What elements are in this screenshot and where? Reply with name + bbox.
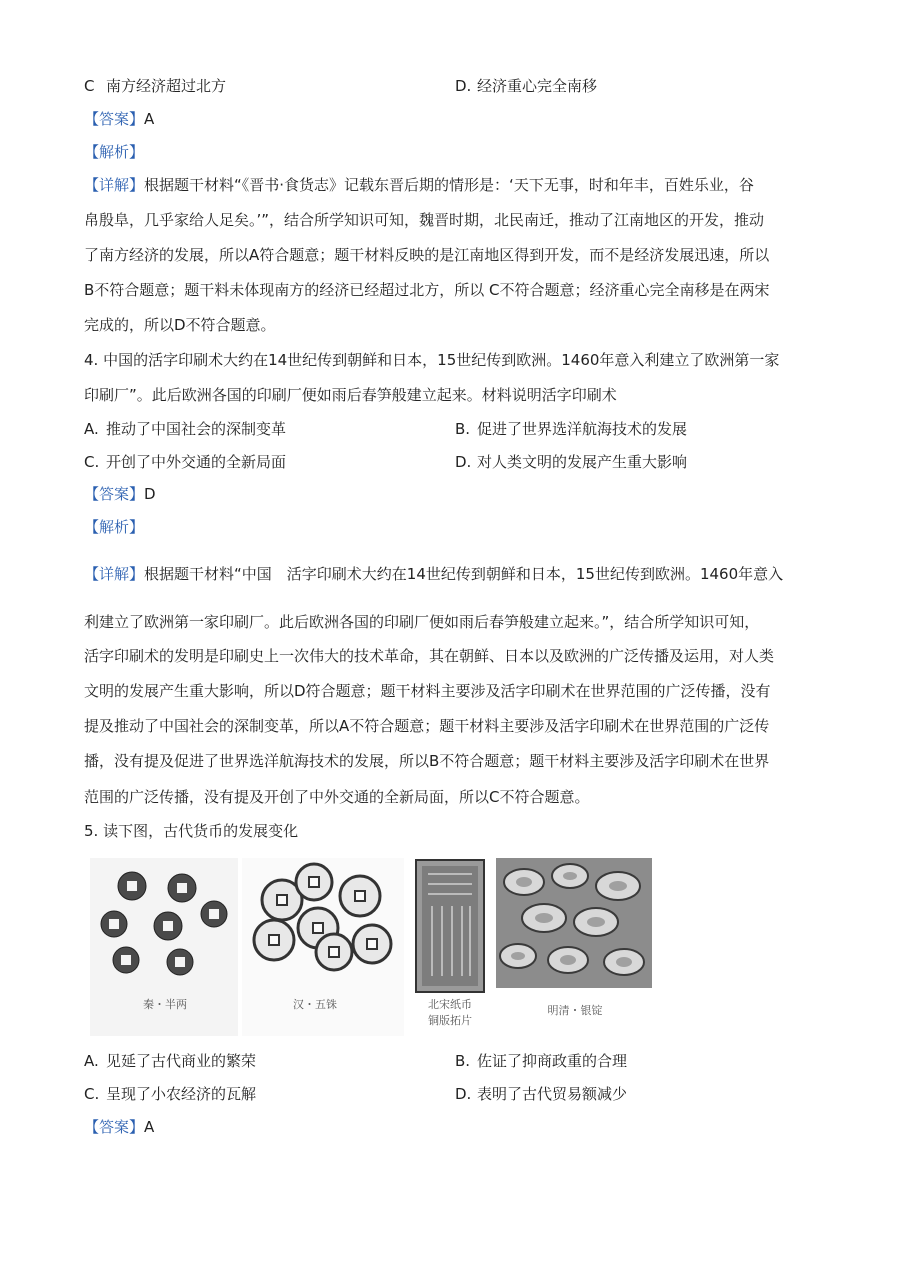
q3-detail-line-1: 【详解】根据题干材料“《晋书·食货志》记载东晋后期的情形是：‘天下无事，时和年丰，百姓乐业，谷 [84,176,754,194]
q5-stem: 5. 读下图，古代货币的发展变化 [84,822,299,840]
q4-detail-line-5: 提及推动了中国社会的深制变革，所以A不符合题意；题干材料主要涉及活字印刷术在世界范围的广泛传 [84,717,770,735]
q4-stem-line-1: 4. 中国的活字印刷术大约在14世纪传到朝鲜和日本，15世纪传到欧洲。1460年意入利建立了欧洲第一家 [84,351,780,369]
q4-detail-line-6: 播，没有提及促进了世界选洋航海技术的发展，所以B不符合题意；题干材料主要涉及活字印刷术在世界 [84,752,770,770]
q5-option-d: D. 表明了古代贸易额减少 [455,1085,628,1103]
q4-option-d: D. 对人类文明的发展产生重大影响 [455,453,688,471]
q3-analysis-tag: 【解析】 [84,143,145,161]
q4-detail-line-2: 利建立了欧洲第一家印刷厂。此后欧洲各国的印刷厂便如雨后春笋般建立起来。”，结合所学知识可知， [84,613,760,631]
caption-qin: 秦・半两 [143,998,187,1011]
q4-detail-line-1: 【详解】根据题干材料“中国 活字印刷术大约在14世纪传到朝鲜和日本，15世纪传到欧洲。1460年意入 [84,565,784,583]
q4-option-b: B. 促进了世界选洋航海技术的发展 [455,420,688,438]
q4-option-a: A. 推动了中国社会的深制变革 [84,420,287,438]
q5-option-b: B. 佐证了抑商政重的合理 [455,1052,628,1070]
q4-analysis-tag: 【解析】 [84,518,145,536]
q4-answer: 【答案】D [84,485,156,503]
q3-detail-line-2: 帛殷阜，几乎家给人足矣。’”，结合所学知识可知，魏晋时期，北民南迁，推动了江南地区的开发，推动 [84,211,765,229]
q3-detail-line-4: B不符合题意；题干料未体现南方的经济已经超过北方，所以 C不符合题意；经济重心完全南移是在两宋 [84,281,770,299]
caption-ming-qing: 明清・银锭 [547,1004,603,1017]
q4-option-c: C. 开创了中外交通的全新局面 [84,453,287,471]
q4-detail-line-3: 活字印刷术的发明是印刷史上一次伟大的技术革命，其在朝鲜、日本以及欧洲的广泛传播及运用，对人类 [84,647,775,665]
caption-han: 汉・五铢 [293,998,337,1011]
caption-song-2: 铜版拓片 [428,1014,472,1027]
q4-detail-line-4: 文明的发展产生重大影响，所以D符合题意；题干材料主要涉及活字印刷术在世界范围的广泛传播，没有 [84,682,771,700]
q5-answer: 【答案】A [84,1118,155,1136]
currency-figure [90,858,652,1036]
q3-option-c: C 南方经济超过北方 [84,77,227,95]
q5-option-c: C. 呈现了小农经济的瓦解 [84,1085,257,1103]
q4-stem-line-2: 印刷厂”。此后欧洲各国的印刷厂便如雨后春笋般建立起来。材料说明活字印刷术 [84,386,617,404]
q3-option-d: D. 经济重心完全南移 [455,77,598,95]
q3-answer: 【答案】A [84,110,155,128]
q4-detail-line-7: 范围的广泛传播，没有提及开创了中外交通的全新局面，所以C不符合题意。 [84,788,590,806]
q3-detail-line-5: 完成的，所以D不符合题意。 [84,316,276,334]
q3-detail-line-3: 了南方经济的发展，所以A符合题意；题干材料反映的是江南地区得到开发，而不是经济发展迅速，所以 [84,246,770,264]
caption-song-1: 北宋纸币 [428,998,472,1011]
q5-option-a: A. 见延了古代商业的繁荣 [84,1052,257,1070]
